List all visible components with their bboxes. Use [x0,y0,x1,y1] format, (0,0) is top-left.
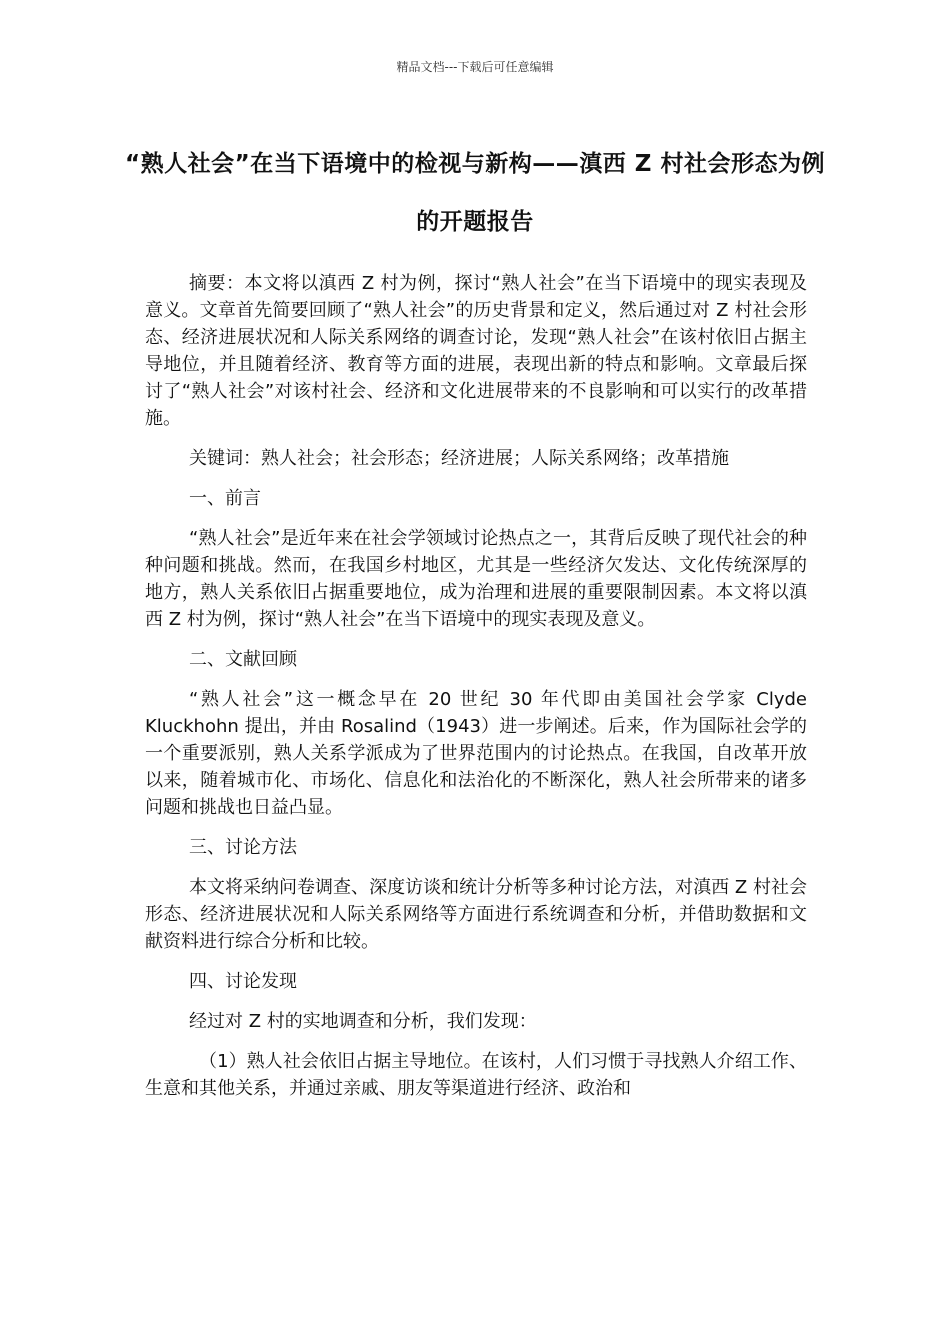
preface-paragraph: “熟人社会”是近年来在社会学领域讨论热点之一，其背后反映了现代社会的种种问题和挑战。然而，在我国乡村地区，尤其是一些经济欠发达、文化传统深厚的地方，熟人关系依旧占据重要地位，成为治理和进展的重要限制因素。本文将以滇西 Z 村为例，探讨“熟人社会”在当下语境中的现实表现及意义。 [145,528,807,630]
section-heading-literature: 二、文献回顾 [189,649,297,670]
page-header: 精品文档---下载后可任意编辑 [396,60,554,74]
abstract-paragraph: 摘要：本文将以滇西 Z 村为例，探讨“熟人社会”在当下语境中的现实表现及意义。文章首先简要回顾了“熟人社会”的历史背景和定义，然后通过对 Z 村社会形态、经济进展状况和人际关系网络的调查讨论，发现“熟人社会”在该村依旧占据主导地位，并且随着经济、教育等方面的进展，表现出新的特点和影响。文章最后探讨了“熟人社会”对该村社会、经济和文化进展带来的不良影响和可以实行的改革措施。 [145,273,807,429]
findings-intro: 经过对 Z 村的实地调查和分析，我们发现： [189,1011,537,1032]
document-body [145,270,807,1115]
findings-item-1: （1）熟人社会依旧占据主导地位。在该村，人们习惯于寻找熟人介绍工作、生意和其他关系，并通过亲戚、朋友等渠道进行经济、政治和 [145,1051,807,1099]
section-heading-preface: 一、前言 [189,488,261,509]
section-heading-method: 三、讨论方法 [189,837,297,858]
section-heading-findings: 四、讨论发现 [189,971,297,992]
method-paragraph: 本文将采纳问卷调查、深度访谈和统计分析等多种讨论方法，对滇西 Z 村社会形态、经济进展状况和人际关系网络等方面进行系统调查和分析，并借助数据和文献资料进行综合分析和比较。 [145,877,807,952]
literature-paragraph: “熟人社会”这一概念早在 20 世纪 30 年代即由美国社会学家 Clyde Kluckhohn 提出，并由 Rosalind（1943）进一步阐述。后来，作为国际社会学的一个重要派别，熟人关系学派成为了世界范围内的讨论热点。在我国，自改革开放以来，随着城市化、市场化、信息化和法治化的不断深化，熟人社会所带来的诸多问题和挑战也日益凸显。 [145,689,807,818]
document-title: “熟人社会”在当下语境中的检视与新构——滇西 Z 村社会形态为例的开题报告 [125,151,825,235]
keywords-paragraph: 关键词：熟人社会；社会形态；经济进展；人际关系网络；改革措施 [189,448,729,469]
